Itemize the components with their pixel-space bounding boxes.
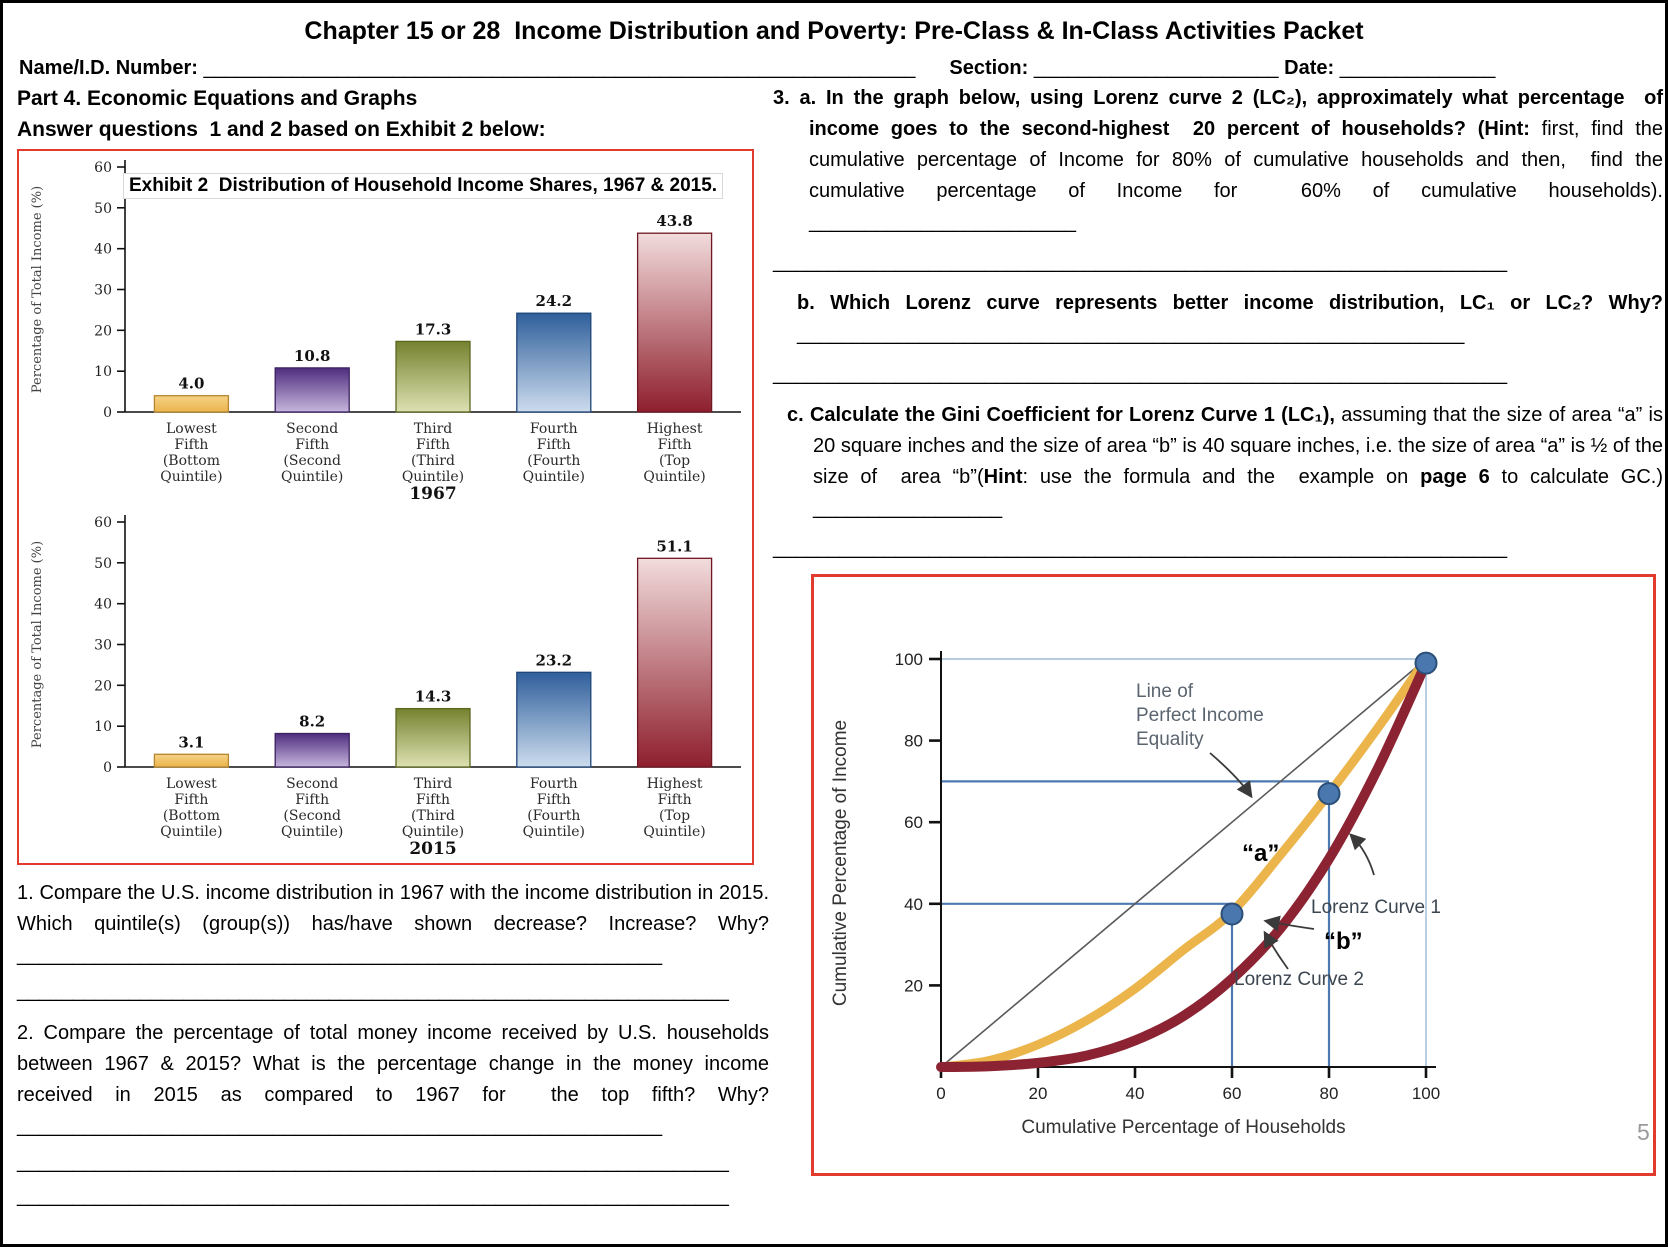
bar-value-label: 43.8	[656, 212, 693, 231]
bar-category-label: Second	[286, 776, 339, 792]
svg-text:100: 100	[894, 650, 923, 669]
question-1: 1. Compare the U.S. income distribution in 1967 with the income distribution in 2015. Which quintile(s) (group(s)) has/have shown decrease? Increase? Why? __________________________________________________________	[17, 882, 769, 966]
svg-text:50: 50	[94, 555, 112, 572]
bar-value-label: 51.1	[656, 537, 693, 556]
lorenz-chart-svg	[814, 577, 1653, 1173]
svg-text:0: 0	[936, 1084, 946, 1103]
bar-category-label: (Bottom	[162, 808, 220, 824]
bar-category-label: Fifth	[415, 437, 451, 453]
svg-text:40: 40	[94, 596, 112, 613]
answer-blank-line: __________________________________________________________________	[773, 537, 1508, 559]
equality-line-label: Perfect Income	[1136, 705, 1264, 726]
page-number: 5	[1637, 1119, 1650, 1145]
bar-category-label: Quintile)	[643, 824, 706, 840]
svg-text:10: 10	[94, 719, 112, 736]
data-point-dot	[1416, 653, 1437, 674]
bar-2015-0	[154, 754, 228, 767]
svg-text:20: 20	[1028, 1084, 1048, 1103]
instructions-line: Answer questions 1 and 2 based on Exhibit 2 below:	[17, 118, 546, 141]
header-fields	[19, 57, 1651, 80]
answer-blank-line: ________________________________________________________________	[17, 1151, 729, 1173]
bar-category-label: Quintile)	[281, 824, 344, 840]
question-2: 2. Compare the percentage of total money income received by U.S. households between 1967 & 2015? What is the percentage change in the money income received in 2015 as compared to 1967 for the top fifth? Why? __________________________________________________________	[17, 1022, 769, 1137]
svg-text:60: 60	[94, 160, 112, 176]
area-a-label: “a”	[1242, 840, 1280, 867]
answer-blank-line: ________________________________________________________________	[17, 1185, 729, 1207]
bar-1967-2	[396, 341, 470, 412]
svg-text:100: 100	[1411, 1084, 1441, 1103]
bar-category-label: Fourth	[529, 776, 578, 792]
svg-text:30: 30	[94, 282, 112, 299]
name-label: Name/I.D. Number:	[19, 57, 198, 79]
bar-chart-1967	[21, 154, 750, 511]
bar-category-label: (Second	[283, 808, 341, 824]
bar-value-label: 17.3	[414, 320, 452, 339]
bar-category-label: Highest	[646, 776, 703, 792]
lorenz-curve-2-label: Lorenz Curve 2	[1234, 969, 1364, 990]
bar-category-label: (Fourth	[527, 453, 581, 469]
bar-value-label: 14.3	[414, 687, 452, 706]
svg-text:60: 60	[904, 813, 923, 833]
svg-text:50: 50	[94, 200, 112, 217]
question-3a: 3. a. In the graph below, using Lorenz curve 2 (LC₂), approximately what percentage of income goes to the second-highest 20 percent of households? (Hint: first, find the cumulative percentage of Income for 80% of cumulative households and then, find the cumulative percentage of Income for 60% of cumulative households). ________________________	[773, 87, 1663, 233]
bar-1967-0	[154, 396, 228, 412]
bar-category-label: (Second	[283, 453, 341, 469]
bar-1967-3	[517, 313, 591, 412]
year-label: 1967	[409, 484, 457, 504]
page-title: Chapter 15 or 28 Income Distribution and Poverty: Pre-Class & In-Class Activities Packet	[304, 17, 1364, 45]
bar-value-label: 10.8	[293, 346, 331, 365]
bar-category-label: Quintile)	[160, 469, 223, 485]
exhibit2-chart-box	[17, 149, 754, 865]
bar-1967-4	[638, 233, 712, 412]
bar-value-label: 8.2	[299, 712, 326, 731]
bar-category-label: Fifth	[536, 792, 571, 808]
year-label: 2015	[409, 839, 457, 859]
bar-chart-svg	[21, 154, 750, 506]
svg-text:30: 30	[94, 637, 112, 654]
question-3c: c. Calculate the Gini Coefficient for Lorenz Curve 1 (LC₁), assuming that the size of area “a” is 20 square inches and the size of area “b” is 40 square inches, i.e. the size of area “a” is ½ of the size of area “b”(Hint: use the formula and the example on page 6 to calculate GC.) _________________	[787, 404, 1663, 519]
lorenz-graph-box	[811, 574, 1656, 1176]
bar-category-label: Fifth	[174, 792, 209, 808]
svg-text:80: 80	[1319, 1084, 1339, 1103]
bar-category-label: Quintile)	[281, 469, 344, 485]
bar-y-axis-title: Percentage of Total Income (%)	[30, 185, 45, 394]
bar-category-label: Quintile)	[160, 824, 223, 840]
bar-category-label: Quintile)	[401, 469, 465, 485]
bar-y-axis-title: Percentage of Total Income (%)	[30, 540, 45, 749]
svg-text:20: 20	[904, 976, 923, 996]
svg-text:80: 80	[904, 731, 923, 751]
svg-text:60: 60	[94, 515, 112, 531]
svg-text:60: 60	[1222, 1084, 1242, 1103]
svg-text:0: 0	[103, 760, 112, 776]
lorenz-x-axis-title: Cumulative Percentage of Households	[1021, 1117, 1346, 1138]
name-field	[19, 57, 915, 80]
bar-category-label: Fifth	[174, 437, 209, 453]
date-label: Date:	[1284, 57, 1335, 79]
bar-2015-1	[275, 734, 349, 768]
date-blank: ______________	[1339, 57, 1496, 79]
section-label: Section:	[949, 57, 1029, 79]
svg-text:0: 0	[103, 405, 112, 421]
section-date-fields	[949, 57, 1495, 80]
bar-category-label: Third	[413, 421, 453, 437]
bar-category-label: Third	[413, 776, 453, 792]
answer-blank-line: __________________________________________________________________	[773, 363, 1508, 385]
bar-category-label: Lowest	[165, 776, 217, 792]
exhibit2-title: Exhibit 2 Distribution of Household Income Shares, 1967 & 2015.	[123, 173, 723, 199]
data-point-dot	[1222, 904, 1243, 925]
svg-text:20: 20	[94, 323, 112, 340]
bar-category-label: Fifth	[657, 792, 692, 808]
bar-category-label: (Top	[659, 453, 691, 469]
bar-value-label: 23.2	[535, 651, 573, 670]
lorenz-curve-1-label: Lorenz Curve 1	[1311, 897, 1441, 918]
svg-text:40: 40	[904, 894, 923, 914]
bar-2015-4	[638, 558, 712, 767]
bar-category-label: Highest	[646, 421, 703, 437]
lorenz-y-axis-title: Cumulative Percentage of Income	[830, 719, 851, 1007]
bar-value-label: 3.1	[178, 733, 205, 752]
bar-value-label: 24.2	[535, 292, 573, 311]
data-point-dot	[1319, 783, 1340, 804]
bar-category-label: Fifth	[295, 437, 330, 453]
bar-category-label: Fifth	[415, 792, 451, 808]
equality-line-label: Equality	[1136, 729, 1204, 750]
svg-text:40: 40	[1125, 1084, 1145, 1103]
bar-category-label: Quintile)	[522, 824, 585, 840]
bar-category-label: (Bottom	[162, 453, 220, 469]
bar-category-label: Quintile)	[643, 469, 706, 485]
bar-category-label: Fifth	[657, 437, 692, 453]
answer-blank-line: __________________________________________________________________	[773, 251, 1508, 273]
part-heading: Part 4. Economic Equations and Graphs	[17, 87, 418, 110]
bar-1967-1	[275, 368, 349, 412]
bar-category-label: (Fourth	[527, 808, 581, 824]
lorenz-chart	[814, 577, 1653, 1176]
left-column	[17, 87, 769, 1212]
area-b-label: “b”	[1324, 928, 1363, 955]
bar-category-label: Second	[286, 421, 339, 437]
bar-category-label: (Top	[659, 808, 691, 824]
bar-category-label: (Third	[411, 453, 455, 469]
svg-text:40: 40	[94, 241, 112, 258]
answer-blank-line: ________________________________________________________________	[17, 980, 729, 1002]
svg-text:10: 10	[94, 364, 112, 381]
bar-2015-3	[517, 672, 591, 767]
equality-line-label: Line of	[1136, 681, 1194, 702]
bar-category-label: Fifth	[295, 792, 330, 808]
bar-chart-2015	[21, 509, 750, 865]
bar-category-label: (Third	[411, 808, 455, 824]
bar-category-label: Quintile)	[522, 469, 585, 485]
section-blank: ______________________	[1033, 57, 1279, 79]
bar-category-label: Lowest	[165, 421, 217, 437]
right-column	[773, 83, 1663, 1176]
svg-text:20: 20	[94, 678, 112, 695]
bar-category-label: Quintile)	[401, 824, 465, 840]
question-3b: b. Which Lorenz curve represents better income distribution, LC₁ or LC₂? Why? ____________________________________________________________	[797, 292, 1663, 345]
bar-2015-2	[396, 709, 470, 767]
name-blank: ________________________________________________________________	[203, 57, 916, 79]
bar-category-label: Fourth	[529, 421, 578, 437]
bar-category-label: Fifth	[536, 437, 571, 453]
bar-value-label: 4.0	[178, 374, 205, 393]
bar-chart-svg	[21, 509, 750, 861]
